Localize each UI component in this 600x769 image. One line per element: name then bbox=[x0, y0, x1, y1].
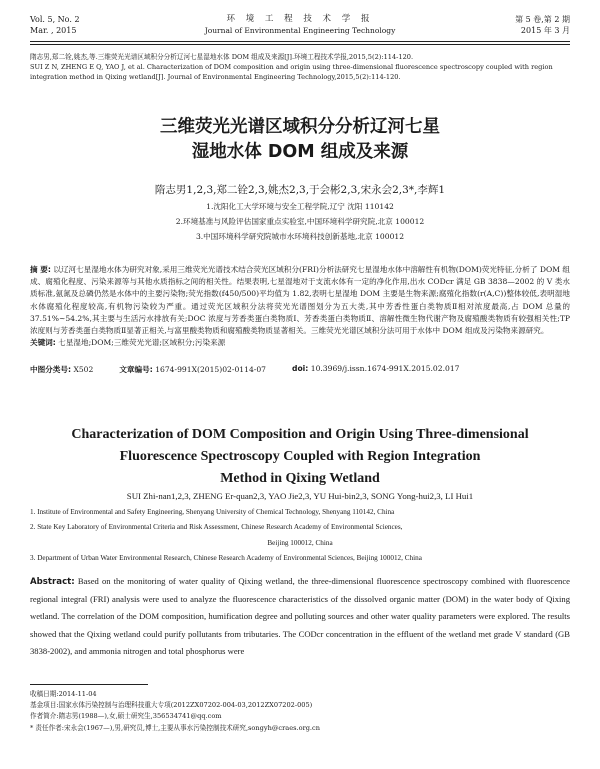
footnote-rule bbox=[30, 684, 148, 685]
header-issue-number: 第 5 卷,第 2 期 bbox=[515, 15, 570, 24]
abstract-cn-text: 以辽河七星湿地水体为研究对象,采用三维荧光光谱技术结合荧光区域积分(FRI)分析法研究七星湿地水体中溶解性有机物(DOM)荧光特征,分析了 DOM 组成、腐殖化程度、污染来源等与其他水质指标之间的相关性。结果表明,七星湿地对于支流水体有一定的净化作用,出水 CODcr 满足 GB 3838—2002 的 V 类水质标准,氨氮及总磷仍然是水体中的主要污染物;荧光指数(f450/500)平均值为 1.82,表明七星湿地 DOM 主要是生物来源;腐殖化指数(r(A,C))整体较低,表明湿地水体腐殖化程度较高,有机物污染较为严重。通过荧光区域积分法将荧光光谱图划分为五大类,其中芳香性蛋白类物质Ⅱ相对浓度最高,占 DOM 总量的 37.51%~54.2%,其主要与生活污水排放有关;DOC 浓度与芳香类蛋白类物质Ⅰ、芳香类蛋白类物质Ⅱ、溶解性微生物代谢产物及腐殖酸类物质有较强相关性;TP 浓度则与芳香类蛋白类物质Ⅱ显著正相关,与富里酸类物质和腐殖酸类物质显著相关。三维荧光光谱区域积分法可用于水体中 DOM 组成及污染物来源研究。 bbox=[30, 265, 571, 336]
header-journal bbox=[0, 14, 600, 36]
header-rule-thin bbox=[30, 44, 570, 45]
doi-label: doi: bbox=[292, 364, 309, 373]
keywords-cn-label: 关键词: bbox=[30, 338, 56, 348]
title-cn-line2: 湿地水体 DOM 组成及来源 bbox=[191, 142, 409, 162]
clc-label: 中图分类号: bbox=[30, 365, 72, 374]
doc-label: 文章编号: bbox=[119, 365, 153, 374]
abstract-en bbox=[30, 573, 570, 660]
affiliation-cn-1: 1.沈阳化工大学环境与安全工程学院,辽宁 沈阳 110142 bbox=[206, 202, 394, 211]
citation-en: SUI Z N, ZHENG E Q, YAO J, et al. Characterization of DOM composition and origin using three-dimensional fluorescence spectroscopy coupled with region integration method in Qixing wetland[J]. Journal of Environmental Engineering Technology,2015,5(2):114-120. bbox=[30, 63, 553, 81]
abstract-en-label: Abstract: bbox=[30, 577, 75, 587]
citation-block bbox=[30, 52, 570, 82]
affiliation-cn-2: 2.环境基准与风险评估国家重点实验室,中国环境科学研究院,北京 100012 bbox=[175, 217, 425, 226]
affiliations-en bbox=[30, 505, 570, 566]
header-volume-number: Vol. 5, No. 2 bbox=[30, 15, 80, 24]
abstract-cn-label: 摘 要: bbox=[30, 265, 51, 274]
doc-value: 1674-991X(2015)02-0114-07 bbox=[155, 365, 267, 374]
article-meta bbox=[30, 364, 570, 375]
citation-cn: 隋志男,郑二铨,姚杰,等.三维荧光光谱区域积分分析辽河七星湿地水体 DOM 组成及来源[J].环境工程技术学报,2015,5(2):114-120. bbox=[30, 53, 414, 61]
clc-value: X502 bbox=[73, 365, 94, 374]
authors-en: SUI Zhi-nan1,2,3, ZHENG Er-quan2,3, YAO Jie2,3, YU Hui-bin2,3, SONG Yong-hui2,3, LI Hui1 bbox=[126, 491, 474, 501]
doi-value: 10.3969/j.issn.1674-991X.2015.02.017 bbox=[310, 364, 460, 373]
title-en-line1: Characterization of DOM Composition and Origin Using Three-dimensional bbox=[71, 427, 529, 442]
footnote-received: 收稿日期:2014-11-04 bbox=[30, 690, 97, 698]
header-issue bbox=[515, 14, 570, 36]
affiliation-en-1: 1. Institute of Environmental and Safety Engineering, Shenyang University of Chemical Technology, Shenyang 110142, China bbox=[30, 508, 395, 516]
abstract-cn bbox=[30, 264, 570, 349]
title-cn bbox=[0, 115, 600, 165]
affiliations-cn bbox=[0, 199, 600, 244]
title-en bbox=[0, 424, 600, 490]
title-en-line3: Method in Qixing Wetland bbox=[220, 471, 380, 486]
header-journal-cn: 环 境 工 程 技 术 学 报 bbox=[226, 14, 374, 24]
authors-cn: 隋志男1,2,3,郑二铨2,3,姚杰2,3,于会彬2,3,宋永会2,3*,李辉1 bbox=[154, 184, 446, 196]
footnote-author-bio: 作者简介:隋志男(1988—),女,硕士研究生,356534741@qq.com bbox=[30, 712, 222, 721]
abstract-en-text: Based on the monitoring of water quality of Qixing wetland, the three-dimensional fluorescence spectroscopy combined with fluorescence regional integral (FRI) analysis were used to analyze the fluorescence characteristics of the dissolved organic matter (DOM) in the water body of Qixing wetland. The correlation of the DOM composition, humification degree and polluting sources and other water quality parameters were explored. The results showed that the Qixing wetland could purify pollutants from tributaries. The CODcr concentration in the effluent of the wetland met grade V standard (GB 3838-2002), and ammonia nitrogen and total phosphorus were bbox=[30, 576, 570, 656]
affiliation-en-2: 2. State Key Laboratory of Environmental Criteria and Risk Assessment, Chinese Research Academy of Environmental Sciences, bbox=[30, 523, 403, 532]
footnote-corresponding-author: * 责任作者:宋永会(1967—),男,研究员,博士,主要从事水污染控制技术研究,songyh@craes.org.cn bbox=[30, 723, 320, 732]
keywords-cn-text: 七星湿地;DOM;三维荧光光谱;区域积分;污染来源 bbox=[58, 338, 226, 348]
footnotes bbox=[30, 689, 570, 734]
header-volume-date: Mar. , 2015 bbox=[30, 26, 77, 35]
footnote-funding: 基金项目:国家水体污染控制与治理科技重大专项(2012ZX07202-004-03,2012ZX07202-005) bbox=[30, 701, 313, 710]
affiliation-en-2-city: Beijing 100012, China bbox=[267, 538, 333, 547]
header-rule bbox=[30, 41, 570, 42]
title-en-line2: Fluorescence Spectroscopy Coupled with Region Integration bbox=[119, 449, 481, 464]
affiliation-en-3: 3. Department of Urban Water Environmental Research, Chinese Research Academy of Environmental Sciences, Beijing 100012, China bbox=[30, 553, 422, 562]
affiliation-cn-3: 3.中国环境科学研究院城市水环境科技创新基地,北京 100012 bbox=[195, 232, 405, 241]
header-journal-en: Journal of Environmental Engineering Technology bbox=[204, 26, 396, 35]
header-issue-date: 2015 年 3 月 bbox=[520, 26, 570, 35]
title-cn-line1: 三维荧光光谱区域积分分析辽河七星 bbox=[160, 117, 440, 137]
